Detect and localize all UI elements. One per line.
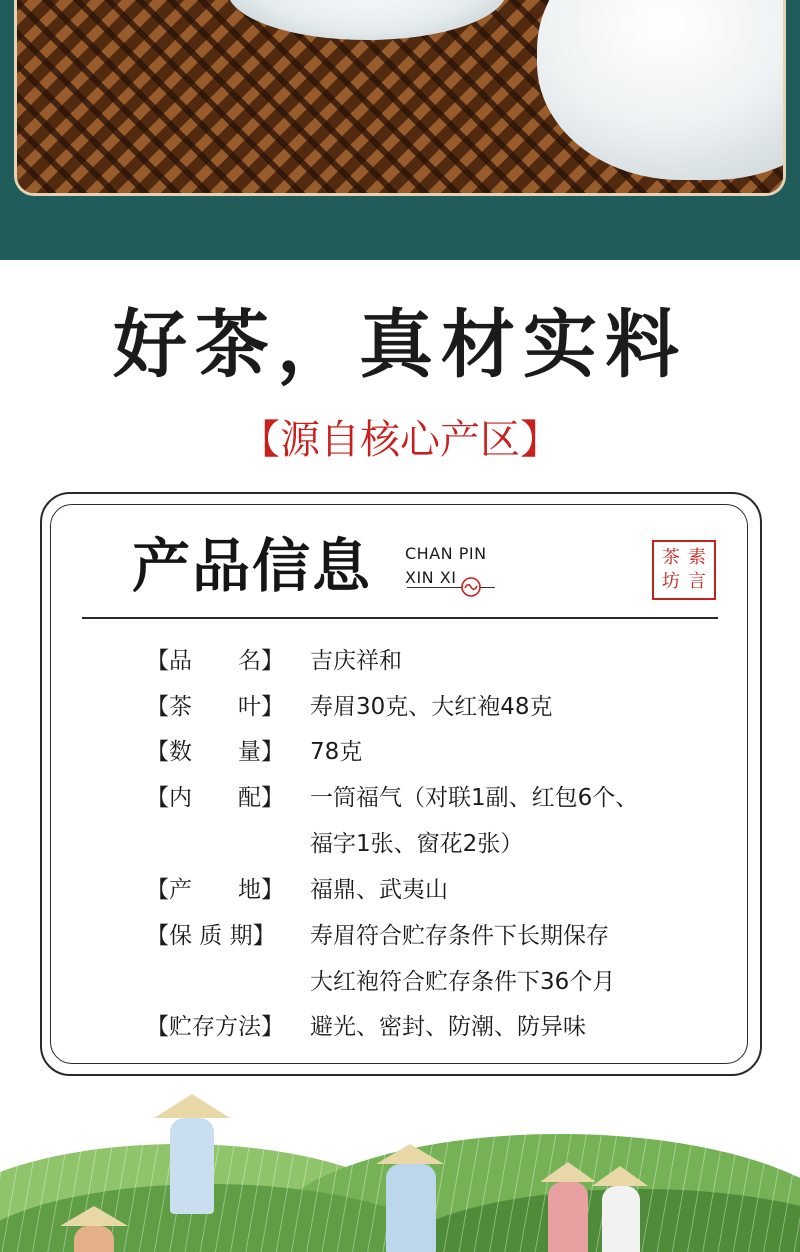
pinyin-line-1: CHAN PIN <box>405 544 487 563</box>
seal-char: 茶 <box>662 547 680 568</box>
info-value: 福字1张、窗花2张） <box>310 831 524 857</box>
seal-char: 言 <box>688 571 706 592</box>
tea-garden-illustration <box>0 1094 800 1252</box>
seal-char: 坊 <box>662 571 680 592</box>
info-label: 【贮存方法】 <box>146 1014 284 1040</box>
info-label: 【品 名】 <box>146 648 284 674</box>
seal-char: 素 <box>688 547 706 568</box>
headline: 好茶，真材实料 <box>113 302 687 388</box>
top-banner <box>0 0 800 260</box>
cloud-ornament-icon <box>460 576 482 598</box>
info-label: 【数 量】 <box>146 739 284 765</box>
info-value: 福鼎、武夷山 <box>310 877 448 903</box>
pinyin-line-2: XIN XI <box>405 568 457 587</box>
tea-photo <box>14 0 786 196</box>
info-label: 【保 质 期】 <box>146 923 276 949</box>
card-divider <box>82 617 718 619</box>
info-label: 【茶 叶】 <box>146 694 284 720</box>
subheadline: 【源自核心产区】 <box>240 417 560 463</box>
brand-seal-stamp <box>652 540 716 600</box>
info-value: 避光、密封、防潮、防异味 <box>310 1014 586 1040</box>
info-value: 大红袍符合贮存条件下36个月 <box>310 969 616 995</box>
product-info-title: 产品信息 <box>132 532 373 600</box>
info-label: 【内 配】 <box>146 785 284 811</box>
info-value: 寿眉30克、大红袍48克 <box>310 694 553 720</box>
info-value: 吉庆祥和 <box>310 648 402 674</box>
info-value: 78克 <box>310 739 363 765</box>
info-value: 寿眉符合贮存条件下长期保存 <box>310 923 609 949</box>
info-label: 【产 地】 <box>146 877 284 903</box>
info-value: 一筒福气（对联1副、红包6个、 <box>310 785 639 811</box>
